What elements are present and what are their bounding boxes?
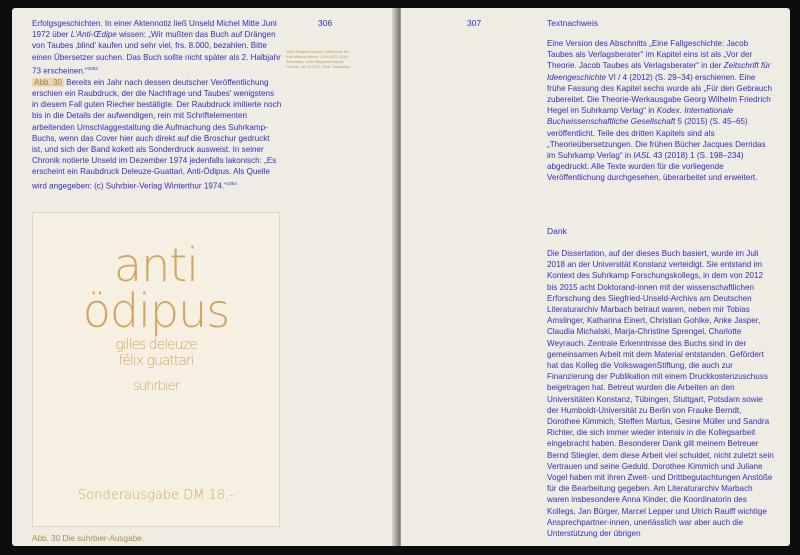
figure-caption: Abb. 30 Die suhrbier-Ausgabe. — [32, 534, 144, 543]
footnote-ref: 1064 — [226, 180, 237, 186]
journal-title: Zeitschrift für Ideengeschichte — [547, 61, 771, 82]
text-span: 5 (2015) (S. 45–65) veröffentlicht. Teile des dritten Kapitels sind als „Theorieübersetzungen. Die frühen Bücher Jacques Derridas im Suhrkamp Verlag“ in — [547, 117, 766, 161]
journal-title: Kodex. Internationale Buchwissenschaftliche Gesellschaft — [547, 106, 734, 127]
paragraph-raubdruck — [32, 77, 282, 192]
text-span: wissen: „Wir mußten das Buch auf Drängen von Taubes ‚blind' kaufen und sehr viel, frs. 8.000, bezahlen. Bitte einen Übersetzer suchen. Das Buch sollte nicht später als 2. Halbjahr 73 erscheinen.“ — [32, 30, 281, 76]
page-number-left: 306 — [318, 18, 333, 28]
figure-reference: Abb. 30 — [34, 77, 62, 87]
cover-title-anti: anti — [113, 238, 199, 292]
text-span: Eine Version des Abschnitts „Eine Fallgeschichte: Jacob Taubes als Verlagsberater“ im Kapitel eins ist als „Vor der Theorie. Jacob Taubes als Verlagsberater“ in der — [547, 39, 753, 71]
running-head: Textnachweis — [547, 18, 599, 28]
text-span: Bereits ein Jahr nach dessen deutscher Veröffentlichung erschien ein Raubdruck, der die Nachfrage und Taubes' wenigstens in diesem Fall guten Riecher bestätigte. Der Raubdruck imitierte noch bis in die Details der aufwendigen, rein mit Schriftelementen arbeitenden Umschlaggestaltung die Aufmachung des Suhrkamp-Buchs, wenn das Cover hier auch direkt auf die Broschur gedruckt ist, und sich der Band kokett als Sonderdruck ausweist. In seiner Chronik notierte Unseld im Dezember 1974 jedenfalls lakonisch: „Es erscheint ein Raubdruck Deleuze-Guattari, Anti-Ödipus. Als Quelle wird angegeben: (c) Suhrbier-Verlag Winterthur 1974.“ — [32, 77, 282, 191]
cover-title-odipus: ödipus — [82, 284, 230, 338]
paragraph-aktennotiz — [32, 18, 282, 77]
journal-title: IASL — [633, 151, 651, 161]
left-body-text — [32, 18, 282, 191]
dank-body — [547, 248, 775, 539]
cover-author-deleuze: gilles deleuze — [115, 337, 197, 353]
left-page — [12, 8, 397, 546]
book-cover-image — [32, 212, 280, 527]
book-title: L'Anti-Œdipe — [70, 30, 117, 40]
text-span: VI / 4 (2012) (S. 29–34) erschienen. Eine frühe Fassung des Kapitel sechs wurde als „Für den Gebrauch zubereitet. Die Theorie-Werkausgabe Georg Wilhelm Friedrich Hegel im Suhrkamp Verlag“ in — [547, 72, 772, 116]
paragraph-dank: Die Dissertation, auf der dieses Buch basiert, wurde im Juli 2018 an der Universität Konstanz verteidigt. Sie entstand im Kontext des Suhrkamp Forschungskollegs, in dem von 2012 bis 2015 acht Doktorand-innen mit der wissenschaftlichen Erforschung des Siegfried-Unseld-Archivs am Deutschen Literaturarchiv Marbach betraut waren, neben mir Tobias Amslinger, Katharina Einert, Christian Gohlke, Anke Jasper, Claudia Michalski, Marja-Christine Sprengel, Charlotte Weyrauch. Zentrale Erkenntnisse des Buchs sind in der gemeinsamen Arbeit mit dem Material entstanden. Gefördert hat das Kolleg die VolkswagenStiftung, die auch zur Finanzierung der Publikation mit einem Druckkostenzuschuss beigetragen hat. Betreut wurden die Arbeiten an den Universitäten Konstanz, Tübingen, Stuttgart, Potsdam sowie der Humboldt-Universität zu Berlin von Frauke Berndt, Dorothee Kimmich, Steffen Martus, Gesine Müller und Sandra Richter, die sich immer wieder intensiv in die Kollegsarbeit eingebracht haben. Besonderer Dank gilt meinem Betreuer Bernd Stiegler, dem diese Arbeit viel schuldet, nicht zuletzt sein Vertrauen und seine Geduld. Dorothee Kimmich und Juliane Vogel haben mit ihren Zweit- und Drittbegutachtungen Anstöße für die Bearbeitung gegeben. Am Literaturarchiv Marbach waren insbesondere Anna Kinder, die Koordinatorin des Kollegs, Jan Bürger, Marcel Lepper und Ulrich Raulff wichtige Ansprechpartner-innen, unerlässlich war aber auch die Unterstützung der übrigen — [547, 249, 774, 539]
open-book — [12, 8, 790, 548]
margin-note: 1063 Siegfried Unseld, Aktennotiz für Karl Markus Michel, 14.6.1972, SUA: Suhrkamp. 1064 Siegfried Unseld, Chronik, 18.12.1974, SUA: Suhrkamp. — [286, 50, 351, 70]
page-number-right: 307 — [467, 18, 482, 28]
text-span: 43 (2018) 1 (S. 198–234) abgedruckt. Alle Texte wurden für die vorliegende Veröffentlichung durchgesehen, überarbeitet und erweitert. — [547, 151, 758, 183]
right-page — [401, 8, 790, 546]
textnachweis-body — [547, 38, 775, 184]
cover-author-guattari: félix guattari — [118, 353, 194, 369]
paragraph-textnachweis — [547, 38, 775, 184]
cover-price-line: Sonderausgabe DM 18,- — [78, 488, 234, 503]
footnote-ref: 1063 — [87, 65, 98, 71]
cover-publisher: suhrbier — [133, 379, 179, 394]
text-span: Erfolgsgeschichten. In einer Aktennotiz ließ Unseld Michel Mitte Juni 1972 über — [32, 19, 277, 40]
section-heading-dank: Dank — [547, 226, 567, 236]
